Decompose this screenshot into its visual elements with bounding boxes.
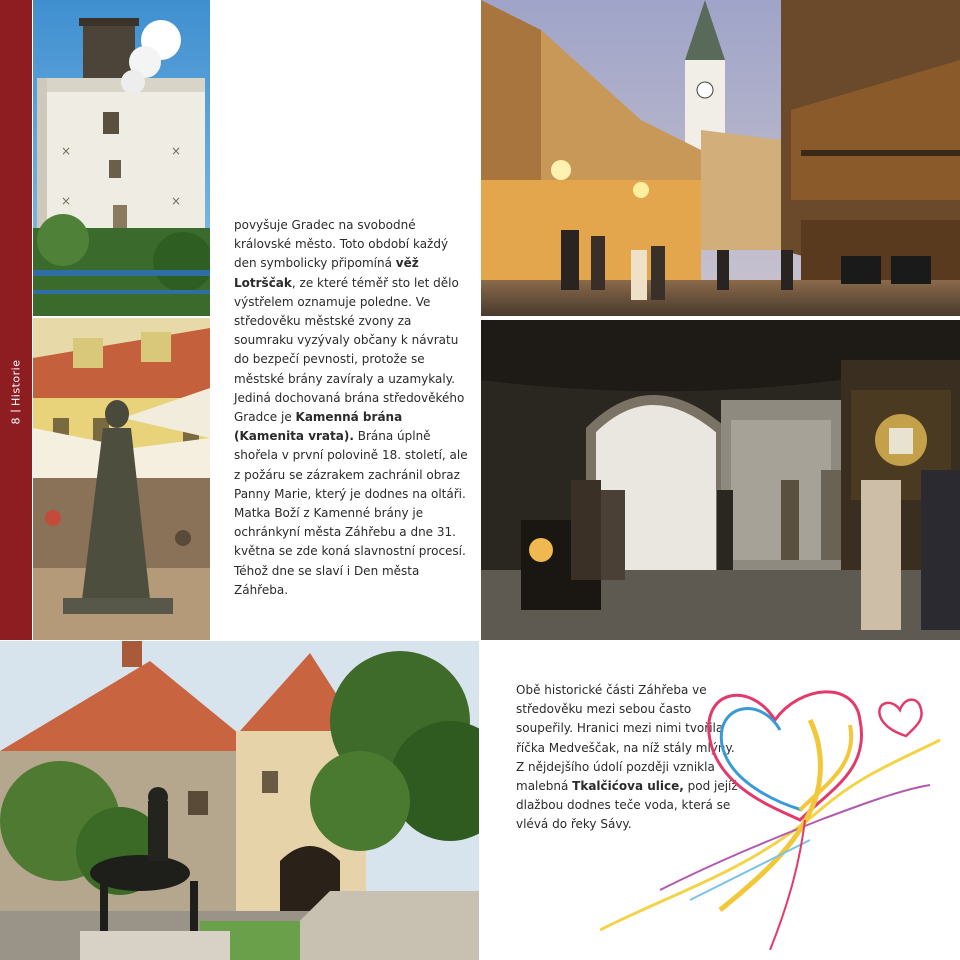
street-statue-photo: [33, 318, 210, 640]
side-text-part-2: pod jejíž dlažbou dodnes teče voda, která se vlévá do řeky Sávy.: [516, 779, 738, 832]
gate-square-photo: [0, 641, 479, 960]
main-text-part-2: , ze které téměř sto let dělo výstřelem oznamuje poledne. Ve středověku městské zvony za soumraku vyzývaly občany k návratu do bezpečí pevnosti, protože se městské brány zavíraly a uzamykaly. Jediná dochovaná brána středověkého Gradce je: [234, 275, 465, 425]
street-name: Tkalčićova ulice,: [572, 779, 684, 794]
section-sidebar: [0, 0, 32, 640]
svg-text:×: ×: [171, 194, 182, 208]
main-text: [234, 216, 468, 600]
svg-text:×: ×: [61, 194, 72, 208]
lotrscak-tower-photo: [33, 0, 210, 316]
tower-name: věž Lotrščak: [234, 256, 419, 290]
stone-gate-photo: [481, 320, 960, 640]
section-label: [10, 360, 23, 425]
gate-name: Kamenná brána (Kamenita vrata).: [234, 410, 403, 444]
section-name: Historie: [9, 359, 23, 406]
page-number: 8: [9, 416, 23, 425]
main-text-part-1: povyšuje Gradec na svobodné královské město. Toto období každý den symbolicky připomíná: [234, 218, 449, 271]
main-text-part-3: Brána úplně shořela v první polovině 18. století, ale z požáru se zázrakem zachránil obraz Panny Marie, který je dodnes na oltáři. Matka Boží z Kamenné brány je ochránkyní města Záhřebu a dne 31. května se zde koná slavnostní procesí. Téhož dne se slaví i Den města Záhřeba.: [234, 429, 468, 597]
label-separator: [11, 411, 21, 412]
evening-street-photo: [481, 0, 960, 316]
heart-icon: [600, 660, 950, 950]
side-text-part-1: Obě historické části Záhřeba ve středověku mezi sebou často soupeřily. Hranici mezi nimi tvořila říčka Medveščak, na níž stály mlýny. Z nějdejšího údolí později vznikla malebná: [516, 683, 735, 794]
svg-text:×: ×: [171, 144, 182, 158]
svg-text:×: ×: [61, 144, 72, 158]
